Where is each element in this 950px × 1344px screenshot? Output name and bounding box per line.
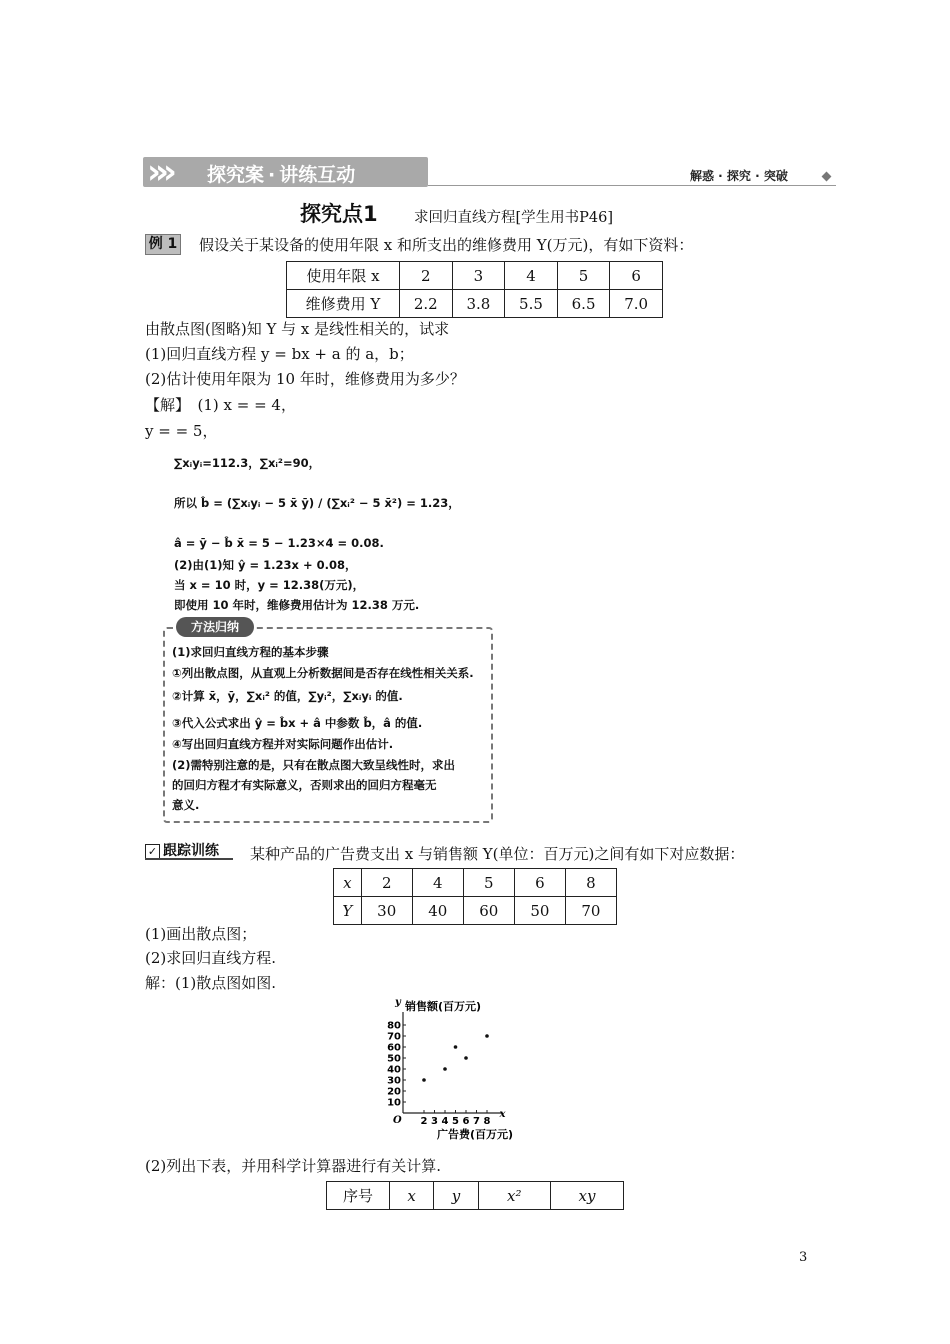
- table-row: [287, 290, 663, 318]
- table-cell: 50: [514, 897, 565, 925]
- section-title: 探究点1: [300, 202, 378, 226]
- data-point: [454, 1045, 458, 1049]
- table-cell: 40: [412, 897, 463, 925]
- method-line: (1)求回归直线方程的基本步骤: [172, 645, 329, 659]
- y-axis-letter: y: [395, 997, 401, 1008]
- method-line: ①列出散点图，从直观上分析数据间是否存在线性相关关系.: [172, 666, 474, 680]
- calc-table: [326, 1181, 624, 1210]
- method-badge: 方法归纳: [176, 617, 254, 637]
- method-line: ③代入公式求出 ŷ = b̂x + â 中参数 b̂，â 的值.: [172, 716, 423, 730]
- training-table: [333, 868, 617, 925]
- x-tick-label: 6: [462, 1116, 470, 1127]
- y-tick-label: 70: [387, 1031, 401, 1043]
- header-rule: [428, 185, 836, 186]
- training-step2: (2)列出下表，并用科学计算器进行有关计算.: [145, 1157, 442, 1175]
- data-point: [485, 1034, 489, 1038]
- check-icon: ✓: [145, 844, 160, 859]
- method-line: ④写出回归直线方程并对实际问题作出估计.: [172, 737, 394, 751]
- method-line: (2)需特别注意的是，只有在散点图大致呈线性时，求出: [172, 758, 456, 772]
- training-badge-label: 跟踪训练: [163, 843, 219, 859]
- table-cell: 4: [505, 262, 558, 290]
- origin-label: O: [393, 1115, 402, 1126]
- table-cell: 2.2: [400, 290, 453, 318]
- table-header-cell: x: [390, 1182, 434, 1210]
- table-cell: 6.5: [557, 290, 610, 318]
- x-tick-label: 5: [452, 1116, 459, 1127]
- y-tick-label: 80: [387, 1020, 401, 1032]
- y-tick-label: 10: [387, 1097, 401, 1109]
- table-cell: 6: [610, 262, 663, 290]
- table-cell: Y: [334, 897, 362, 925]
- calc-line: 所以 b̂ = (∑xᵢyᵢ − 5 x̄ ȳ) / (∑xᵢ² − 5 x̄²) = 1.23，: [174, 496, 460, 510]
- table-cell: 70: [565, 897, 616, 925]
- x-tick-label: 3: [431, 1116, 438, 1127]
- table-cell: 7.0: [610, 290, 663, 318]
- table-header-cell: y: [434, 1182, 478, 1210]
- table-cell: 5: [463, 869, 514, 897]
- table-cell: 4: [412, 869, 463, 897]
- example-table: [286, 261, 663, 318]
- training-underline: [145, 858, 233, 860]
- table-cell: 30: [361, 897, 412, 925]
- table-cell: 3: [452, 262, 505, 290]
- table-cell: 2: [361, 869, 412, 897]
- data-point: [422, 1078, 426, 1082]
- training-q2: (2)求回归直线方程.: [145, 949, 277, 967]
- diamond-icon: [822, 172, 832, 182]
- y-tick-label: 30: [387, 1075, 401, 1087]
- table-cell: 60: [463, 897, 514, 925]
- x-tick-label: 7: [473, 1116, 480, 1127]
- table-cell: 3.8: [452, 290, 505, 318]
- table-row: [334, 897, 617, 925]
- x-tick-label: 2: [420, 1116, 428, 1127]
- example-intro: 假设关于某设备的使用年限 x 和所支出的维修费用 Y(万元)，有如下资料：: [199, 236, 694, 254]
- training-intro: 某种产品的广告费支出 x 与销售额 Y(单位：百万元)之间有如下对应数据：: [250, 845, 745, 863]
- chevron-right-icon: »»: [147, 152, 163, 192]
- calc-line: 当 x = 10 时，y = 12.38(万元)，: [174, 578, 365, 592]
- table-row: [334, 869, 617, 897]
- y-tick-label: 60: [387, 1042, 401, 1054]
- scatter-chart: [373, 995, 543, 1143]
- question-1: (1)回归直线方程 y = bx + a 的 a，b；: [145, 345, 414, 363]
- table-header-cell: x²: [478, 1182, 550, 1210]
- page-number: 3: [799, 1250, 808, 1265]
- banner-right-text: 讲练互动: [279, 164, 356, 186]
- section-subtitle: 求回归直线方程[学生用书P46]: [414, 210, 614, 226]
- training-solution: 解：(1)散点图如图.: [145, 974, 277, 992]
- table-cell: 5: [557, 262, 610, 290]
- x-axis-label: 广告费(百万元): [437, 1128, 514, 1141]
- table-header-cell: 序号: [327, 1182, 390, 1210]
- table-cell: 2: [400, 262, 453, 290]
- table-row: [327, 1182, 624, 1210]
- table-row: [287, 262, 663, 290]
- calc-line: 即使用 10 年时，维修费用估计为 12.38 万元.: [174, 598, 420, 612]
- calc-line: â = ȳ − b̂ x̄ = 5 − 1.23×4 = 0.08.: [174, 536, 384, 550]
- data-point: [443, 1067, 447, 1071]
- solution-line-2: y = = 5，: [145, 422, 218, 440]
- y-axis-label: 销售额(百万元): [405, 1000, 482, 1013]
- method-line: 的回归方程才有实际意义，否则求出的回归方程毫无: [172, 778, 437, 792]
- banner-left-text: 探究案: [207, 164, 265, 186]
- table-cell: 8: [565, 869, 616, 897]
- example-after: 由散点图(图略)知 Y 与 x 是线性相关的，试求: [145, 320, 450, 338]
- y-tick-label: 40: [387, 1064, 401, 1076]
- banner-dot: ·: [268, 164, 276, 186]
- method-line: 意义.: [172, 798, 200, 812]
- table-cell: 5.5: [505, 290, 558, 318]
- table-header-cell: xy: [551, 1182, 624, 1210]
- x-axis-letter: x: [499, 1109, 506, 1120]
- training-q1: (1)画出散点图；: [145, 925, 257, 943]
- y-tick-label: 20: [387, 1086, 401, 1098]
- x-tick-label: 4: [441, 1116, 449, 1127]
- example-badge: 例 1: [145, 234, 181, 255]
- table-cell: 维修费用 Y: [287, 290, 400, 318]
- x-tick-label: 8: [483, 1116, 491, 1127]
- calc-line: (2)由(1)知 ŷ = 1.23x + 0.08，: [174, 558, 357, 572]
- data-point: [464, 1056, 468, 1060]
- question-2: (2)估计使用年限为 10 年时，维修费用为多少？: [145, 370, 465, 388]
- banner-title: [207, 160, 355, 187]
- table-cell: 6: [514, 869, 565, 897]
- training-badge: [145, 840, 219, 860]
- table-cell: x: [334, 869, 362, 897]
- header-tag: 解惑 · 探究 · 突破: [690, 169, 788, 183]
- method-line: ②计算 x̄，ȳ，∑xᵢ² 的值，∑yᵢ²，∑xᵢyᵢ 的值.: [172, 689, 403, 703]
- y-tick-label: 50: [387, 1053, 401, 1065]
- calc-line: ∑xᵢyᵢ=112.3，∑xᵢ²=90，: [174, 456, 321, 470]
- solution-line-1: 【解】 (1) x = = 4，: [145, 396, 296, 414]
- table-cell: 使用年限 x: [287, 262, 400, 290]
